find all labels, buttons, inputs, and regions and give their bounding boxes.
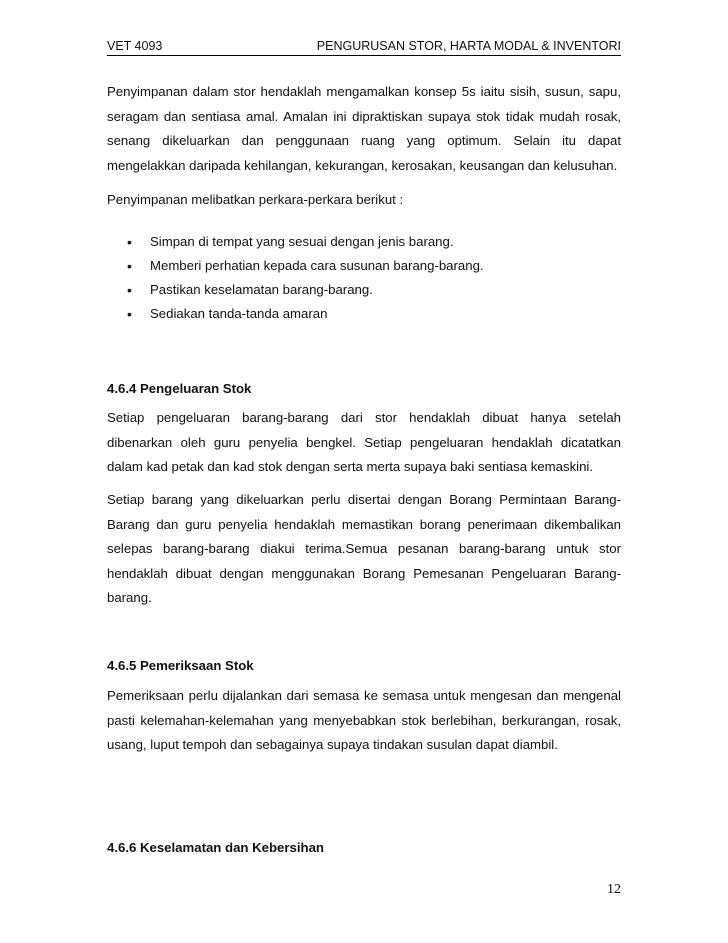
list-item: [107, 302, 621, 326]
section-464-paragraph-1: Setiap pengeluaran barang-barang dari stor hendaklah dibuat hanya setelah dibenarkan oleh guru penyelia bengkel. Setiap pengeluaran hendaklah dicatatkan dalam kad petak dan kad stok dengan serta merta supaya baki sentiasa kemaskini.: [107, 410, 621, 475]
list-item-text: Memberi perhatian kepada cara susunan barang-barang.: [150, 258, 484, 273]
bullet-icon: •: [127, 306, 132, 322]
list-item-text: Sediakan tanda-tanda amaran: [150, 306, 328, 321]
intro-paragraph-2: Penyimpanan melibatkan perkara-perkara berikut :: [107, 192, 404, 207]
list-item: [107, 254, 621, 278]
page-number: 12: [607, 882, 621, 897]
document-page: [107, 0, 621, 943]
intro-paragraph-1: Penyimpanan dalam stor hendaklah mengamalkan konsep 5s iaitu sisih, susun, sapu, seragam dan sentiasa amal. Amalan ini dipraktiskan supaya stok tidak mudah rosak, senang dikeluarkan dan penggunaan ruang yang optimum. Selain itu dapat mengelakkan daripada kehilangan, kekurangan, kerosakan, keusangan dan kelusuhan.: [107, 84, 621, 173]
storage-bullet-list: [107, 230, 621, 326]
bullet-icon: •: [127, 234, 132, 250]
list-item-text: Simpan di tempat yang sesuai dengan jenis barang.: [150, 234, 454, 249]
section-heading-465: 4.6.5 Pemeriksaan Stok: [107, 658, 254, 673]
list-item: [107, 278, 621, 302]
course-title: PENGURUSAN STOR, HARTA MODAL & INVENTORI: [316, 39, 621, 53]
bullet-icon: •: [127, 258, 132, 274]
section-464-paragraph-2: Setiap barang yang dikeluarkan perlu disertai dengan Borang Permintaan Barang-Barang dan guru penyelia hendaklah memastikan borang penerimaan dikembalikan selepas barang-barang diakui terima.Semua pesanan barang-barang untuk stor hendaklah dibuat dengan menggunakan Borang Pemesanan Pengeluaran Barang-barang.: [107, 492, 621, 606]
section-465-paragraph-1: Pemeriksaan perlu dijalankan dari semasa ke semasa untuk mengesan dan mengenal pasti kelemahan-kelemahan yang menyebabkan stok berlebihan, berkurangan, rosak, usang, luput tempoh dan sebagainya supaya tindakan susulan dapat diambil.: [107, 688, 621, 753]
bullet-icon: •: [127, 282, 132, 298]
list-item: [107, 230, 621, 254]
list-item-text: Pastikan keselamatan barang-barang.: [150, 282, 373, 297]
section-heading-466: 4.6.6 Keselamatan dan Kebersihan: [107, 840, 324, 855]
course-code: VET 4093: [107, 39, 163, 53]
page-header: [107, 38, 621, 56]
section-heading-464: 4.6.4 Pengeluaran Stok: [107, 381, 252, 396]
